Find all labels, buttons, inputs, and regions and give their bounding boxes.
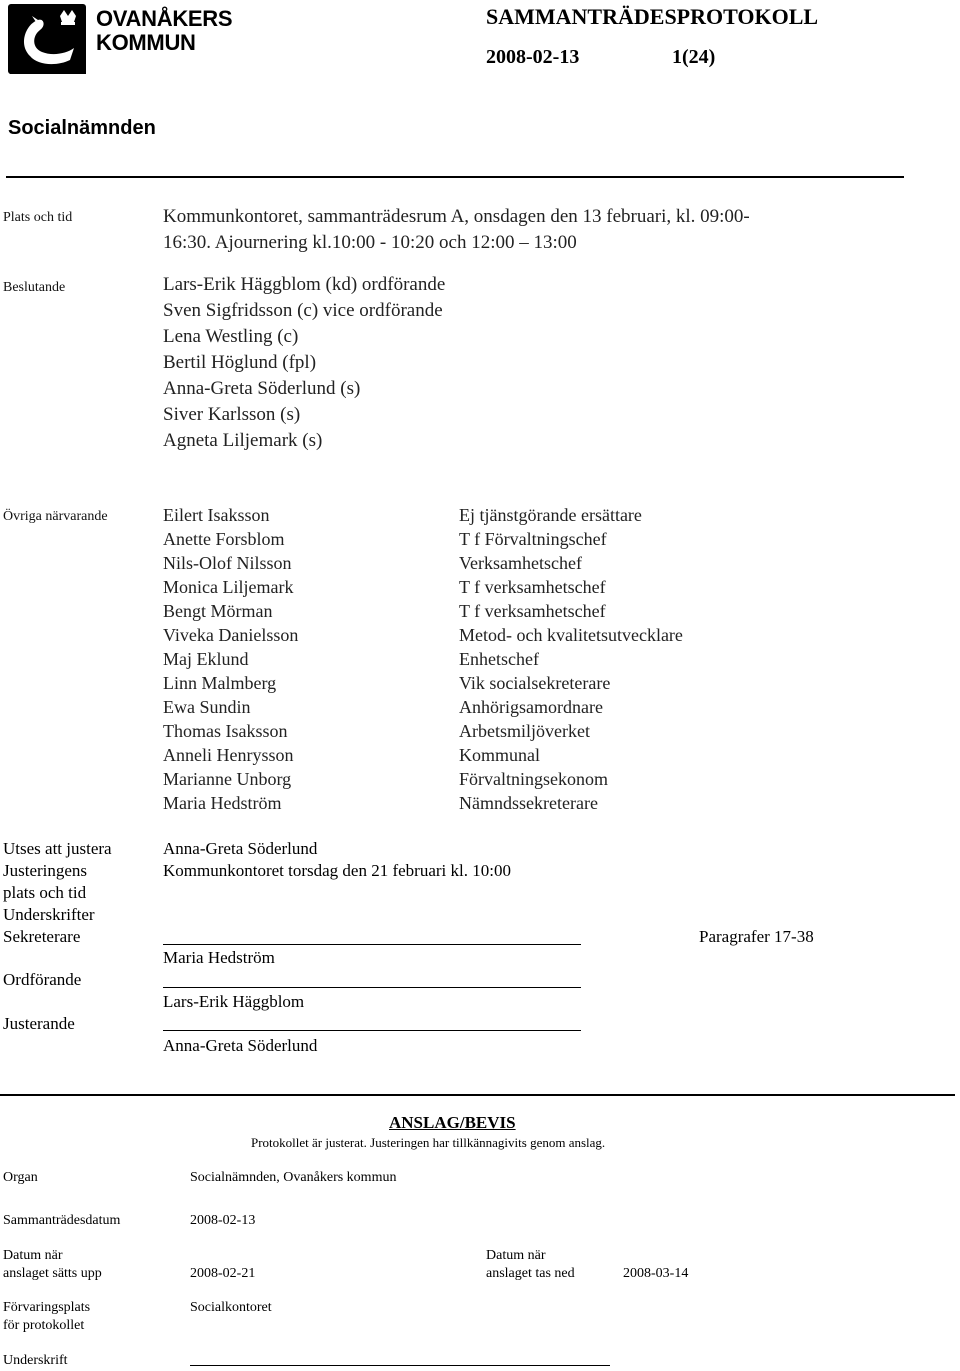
adjuster-name: Anna-Greta Söderlund <box>163 839 318 858</box>
storage-label-2: för protokollet <box>3 1318 85 1333</box>
list-item: Sven Sigfridsson (c) vice ordförande <box>163 300 443 321</box>
attendee-name: Monica Liljemark <box>163 577 294 597</box>
attendee-name: Maj Eklund <box>163 649 249 669</box>
place-line-1: Kommunkontoret, sammanträdesrum A, onsdagen den 13 februari, kl. 09:00- <box>163 206 750 227</box>
removed-date: 2008-03-14 <box>623 1266 689 1281</box>
attendee-name: Ewa Sundin <box>163 697 251 717</box>
municipality-logo <box>8 4 90 84</box>
attendee-name: Thomas Isaksson <box>163 721 288 741</box>
attendee-role: T f verksamhetschef <box>459 577 606 597</box>
others-roles <box>459 503 683 815</box>
signature-label: Underskrift <box>3 1353 68 1368</box>
attendee-name: Maria Hedström <box>163 793 282 813</box>
swan-crown-logo-icon <box>8 4 90 84</box>
decision-makers-list <box>163 272 445 454</box>
organ-value: Socialnämnden, Ovanåkers kommun <box>190 1170 397 1185</box>
organ-label: Organ <box>3 1170 38 1185</box>
meeting-date-label: Sammanträdesdatum <box>3 1213 121 1228</box>
attendee-role: Nämndssekreterare <box>459 793 598 813</box>
adjuster2-label: Justerande <box>3 1014 75 1033</box>
page-number: 1(24) <box>672 46 716 68</box>
posted-label-1: Datum när <box>3 1248 63 1263</box>
chair-name: Lars-Erik Häggblom <box>163 992 305 1011</box>
attendee-name: Anneli Henrysson <box>163 745 294 765</box>
signatures-label: Underskrifter <box>3 905 95 924</box>
meeting-date-value: 2008-02-13 <box>190 1213 256 1228</box>
attendee-role: Enhetschef <box>459 649 539 669</box>
place-line-2: 16:30. Ajournering kl.10:00 - 10:20 och 12:00 – 13:00 <box>163 232 577 253</box>
list-item: Bertil Höglund (fpl) <box>163 352 317 373</box>
meeting-date: 2008-02-13 <box>486 46 580 68</box>
storage-label-1: Förvaringsplats <box>3 1300 91 1315</box>
others-label: Övriga närvarande <box>3 509 108 524</box>
attendee-name: Linn Malmberg <box>163 673 277 693</box>
attendee-role: T f Förvaltningschef <box>459 529 607 549</box>
justering-place-label-1: Justeringens <box>3 861 88 880</box>
attendee-name: Bengt Mörman <box>163 601 273 621</box>
posted-date: 2008-02-21 <box>190 1266 256 1281</box>
attendee-name: Anette Forsblom <box>163 529 285 549</box>
attendee-name: Eilert Isaksson <box>163 505 270 525</box>
list-item: Lars-Erik Häggblom (kd) ordförande <box>163 274 446 295</box>
attendee-role: Kommunal <box>459 745 540 765</box>
document-title: SAMMANTRÄDESPROTOKOLL <box>486 4 819 29</box>
decision-makers-label: Beslutande <box>3 280 66 295</box>
attendee-name: Marianne Unborg <box>163 769 292 789</box>
attendee-role: T f verksamhetschef <box>459 601 606 621</box>
removed-label-2: anslaget tas ned <box>486 1266 575 1281</box>
secretary-signature-line <box>163 944 581 945</box>
secretary-label: Sekreterare <box>3 927 81 946</box>
anslag-subtitle: Protokollet är justerat. Justeringen har tillkännagivits genom anslag. <box>251 1135 606 1150</box>
attendee-name: Nils-Olof Nilsson <box>163 553 292 573</box>
paragraphs: Paragrafer 17-38 <box>699 927 814 946</box>
adjuster2-name: Anna-Greta Söderlund <box>163 1036 318 1055</box>
attendee-role: Verksamhetschef <box>459 553 582 573</box>
attendee-role: Förvaltningsekonom <box>459 769 608 789</box>
attendee-name: Viveka Danielsson <box>163 625 299 645</box>
others-names <box>163 503 298 815</box>
list-item: Lena Westling (c) <box>163 326 299 347</box>
list-item: Agneta Liljemark (s) <box>163 430 323 451</box>
removed-label-1: Datum när <box>486 1248 546 1263</box>
org-name-line1: OVANÅKERS <box>96 6 233 31</box>
attendee-role: Anhörigsamordnare <box>459 697 603 717</box>
attendee-role: Vik socialsekreterare <box>459 673 611 693</box>
anslag-signature-line <box>190 1365 610 1366</box>
header-divider <box>6 176 904 178</box>
adjuster-label: Utses att justera <box>3 839 112 858</box>
place-label: Plats och tid <box>3 210 73 225</box>
chair-signature-line <box>163 987 581 988</box>
justering-place: Kommunkontoret torsdag den 21 februari kl. 10:00 <box>163 861 511 880</box>
chair-label: Ordförande <box>3 970 82 989</box>
posted-label-2: anslaget sätts upp <box>3 1266 102 1281</box>
adjuster-signature-line <box>163 1030 581 1031</box>
attendee-role: Arbetsmiljöverket <box>459 721 590 741</box>
justering-place-label-2: plats och tid <box>3 883 87 902</box>
attendee-role: Ej tjänstgörande ersättare <box>459 505 642 525</box>
anslag-divider <box>0 1094 955 1096</box>
storage-value: Socialkontoret <box>190 1300 272 1315</box>
org-name-line2: KOMMUN <box>96 30 196 55</box>
committee-name: Socialnämnden <box>8 117 156 139</box>
list-item: Siver Karlsson (s) <box>163 404 301 425</box>
secretary-name: Maria Hedström <box>163 948 275 967</box>
anslag-title: ANSLAG/BEVIS <box>389 1113 516 1132</box>
list-item: Anna-Greta Söderlund (s) <box>163 378 361 399</box>
attendee-role: Metod- och kvalitetsutvecklare <box>459 625 683 645</box>
